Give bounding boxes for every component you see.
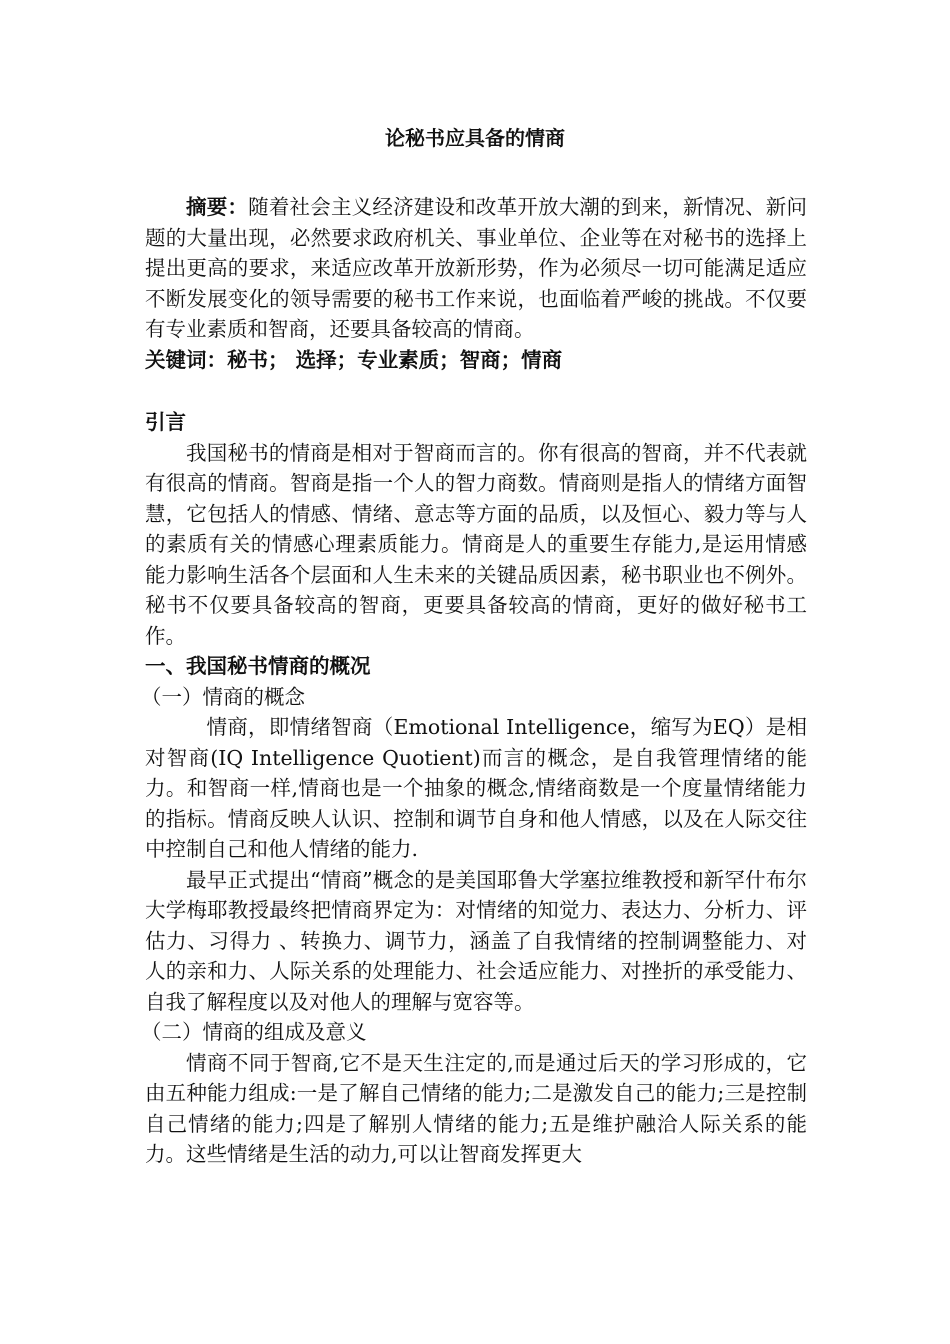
intro-heading: 引言	[145, 410, 186, 434]
keywords-line: 关键词：秘书； 选择；专业素质；智商；情商	[145, 347, 563, 372]
document-body	[141, 192, 808, 1170]
abstract-label: 摘要：	[186, 195, 249, 219]
subsection1-heading: （一）情商的概念	[141, 684, 305, 709]
subsection1-paragraph-1: 情商，即情绪智商（Emotional Intelligence，缩写为EQ）是相对智商(IQ Intelligence Quotient)而言的概念，是自我管理情绪的能力。和智商一样,情商也是一个抽象的概念,情绪商数是一个度量情绪能力的指标。情商反映人认识、控制和调节自身和他人情感，以及在人际交往中控制自己和他人情绪的能力.	[145, 715, 807, 861]
subsection2-paragraph-1: 情商不同于智商,它不是天生注定的,而是通过后天的学习形成的，它由五种能力组成:一是了解自己情绪的能力;二是激发自己的能力;三是控制自己情绪的能力;四是了解别人情绪的能力;五是维护融洽人际关系的能力。这些情绪是生活的动力,可以让智商发挥更大	[145, 1050, 807, 1166]
abstract-text: 随着社会主义经济建设和改革开放大潮的到来，新情况、新问题的大量出现，必然要求政府机关、事业单位、企业等在对秘书的选择上提出更高的要求，来适应改革开放新形势，作为必须尽一切可能满足适应不断发展变化的领导需要的秘书工作来说，也面临着严峻的挑战。不仅要有专业素质和智商，还要具备较高的情商。	[145, 195, 808, 341]
spacer	[145, 375, 807, 407]
subsection1-paragraph-2: 最早正式提出“情商”概念的是美国耶鲁大学塞拉维教授和新罕什布尔大学梅耶教授最终把情商界定为：对情绪的知觉力、表达力、分析力、评估力、习得力 、转换力、调节力，涵盖了自我情绪的控制调整能力、对人的亲和力、人际关系的处理能力、社会适应能力、对挫折的承受能力、自我了解程度以及对他人的理解与宽容等。	[145, 867, 807, 1014]
abstract-paragraph	[145, 192, 807, 345]
section1-heading: 一、我国秘书情商的概况	[145, 654, 371, 678]
intro-paragraph: 我国秘书的情商是相对于智商而言的。你有很高的智商，并不代表就有很高的情商。智商是指一个人的智力商数。情商则是指人的情绪方面智慧，它包括人的情感、情绪、意志等方面的品质，以及恒心、毅力等与人的素质有关的情感心理素质能力。情商是人的重要生存能力,是运用情感能力影响生活各个层面和人生未来的关键品质因素，秘书职业也不例外。秘书不仅要具备较高的智商，更要具备较高的情商，更好的做好秘书工作。	[145, 440, 807, 648]
page-title: 论秘书应具备的情商	[385, 126, 565, 150]
subsection2-heading: （二）情商的组成及意义	[141, 1020, 367, 1044]
